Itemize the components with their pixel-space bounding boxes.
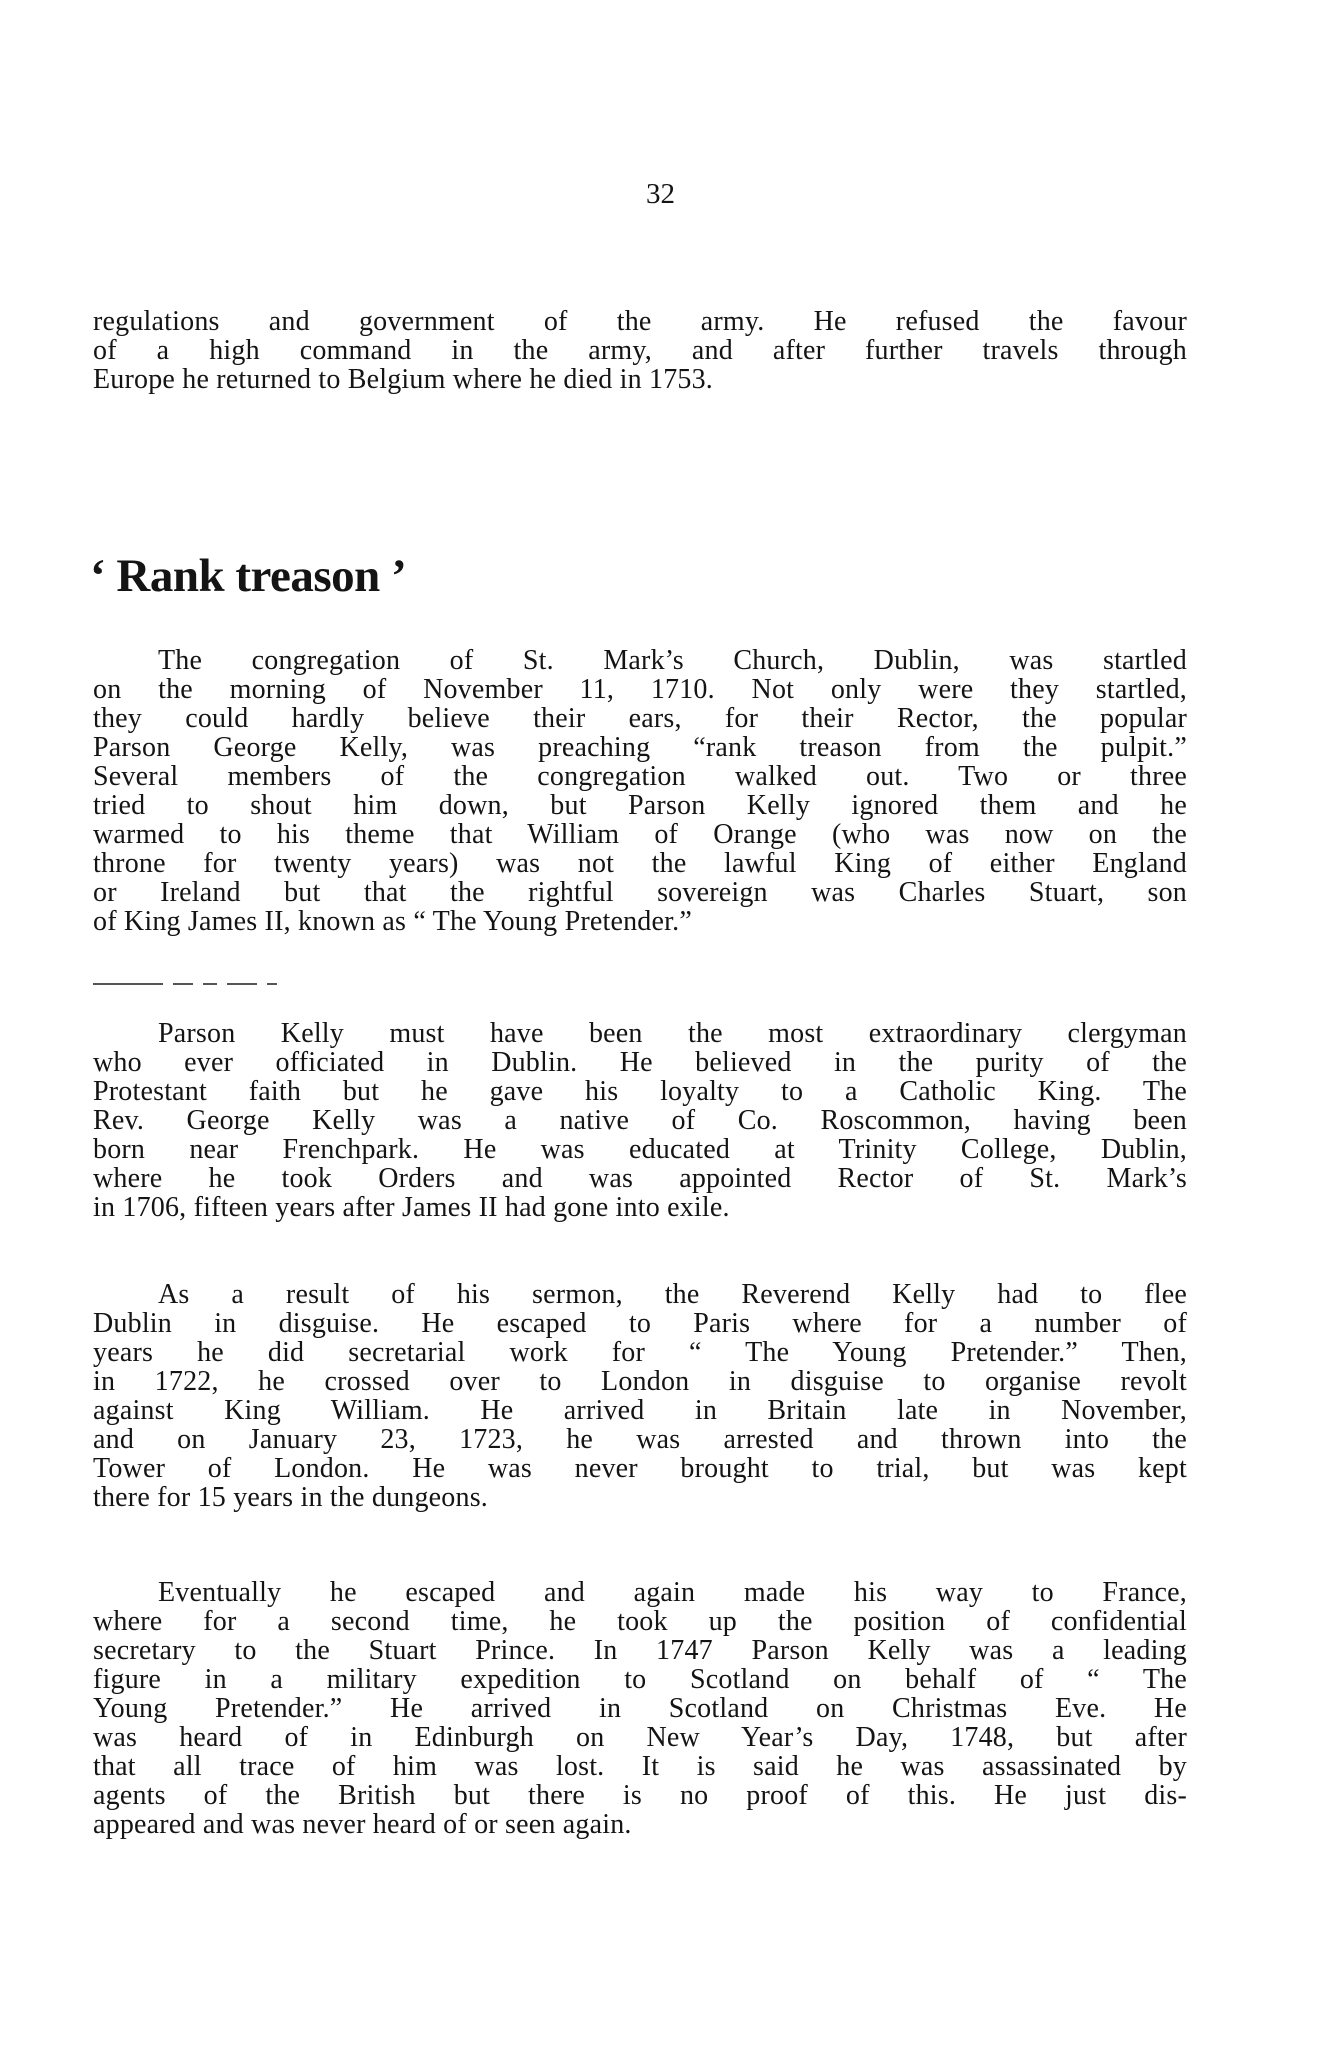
paragraph-continuation [93,307,1187,394]
text-line: was heard of in Edinburgh on New Year’s Day, 1748, but after [93,1722,1187,1753]
paragraph [93,1578,1187,1839]
text-line: agents of the British but there is no proof of this. He just dis- [93,1780,1187,1811]
text-line: on the morning of November 11, 1710. Not only were they startled, [93,674,1187,705]
text-line: Young Pretender.” He arrived in Scotland on Christmas Eve. He [93,1693,1187,1724]
text-line: that all trace of him was lost. It is said he was assassinated by [93,1751,1187,1782]
scan-artifact [93,982,313,986]
text-line: where he took Orders and was appointed Rector of St. Mark’s [93,1163,1187,1194]
text-line: Eventually he escaped and again made his way to France, [158,1577,1187,1608]
text-line: Several members of the congregation walked out. Two or three [93,761,1187,792]
text-line: years he did secretarial work for “ The Young Pretender.” Then, [93,1337,1187,1368]
text-line: Parson Kelly must have been the most extraordinary clergyman [158,1018,1187,1049]
section-heading: ‘ Rank treason ’ [90,550,407,602]
text-line: born near Frenchpark. He was educated at Trinity College, Dublin, [93,1134,1187,1165]
text-line: throne for twenty years) was not the lawful King of either England [93,848,1187,879]
text-line: Dublin in disguise. He escaped to Paris where for a number of [93,1308,1187,1339]
paragraph [93,1280,1187,1512]
text-line: they could hardly believe their ears, for their Rector, the popular [93,703,1187,734]
text-line: of a high command in the army, and after further travels through [93,335,1187,366]
text-line: Rev. George Kelly was a native of Co. Roscommon, having been [93,1105,1187,1136]
text-line: regulations and government of the army. He refused the favour [93,306,1187,337]
paragraph [93,646,1187,936]
page-number: 32 [646,178,675,210]
text-line: tried to shout him down, but Parson Kelly ignored them and he [93,790,1187,821]
text-line: appeared and was never heard of or seen again. [93,1809,632,1840]
text-line: in 1706, fifteen years after James II had gone into exile. [93,1192,730,1223]
text-line: Tower of London. He was never brought to trial, but was kept [93,1453,1187,1484]
text-line: of King James II, known as “ The Young Pretender.” [93,906,692,937]
text-line: there for 15 years in the dungeons. [93,1482,488,1513]
text-line: secretary to the Stuart Prince. In 1747 Parson Kelly was a leading [93,1635,1187,1666]
text-line: in 1722, he crossed over to London in disguise to organise revolt [93,1366,1187,1397]
text-line: and on January 23, 1723, he was arrested and thrown into the [93,1424,1187,1455]
text-line: who ever officiated in Dublin. He believed in the purity of the [93,1047,1187,1078]
paragraph [93,1019,1187,1222]
text-line: figure in a military expedition to Scotland on behalf of “ The [93,1664,1187,1695]
text-line: The congregation of St. Mark’s Church, Dublin, was startled [158,645,1187,676]
text-line: Europe he returned to Belgium where he died in 1753. [93,364,714,395]
text-line: or Ireland but that the rightful sovereign was Charles Stuart, son [93,877,1187,908]
text-line: against King William. He arrived in Britain late in November, [93,1395,1187,1426]
text-line: warmed to his theme that William of Orange (who was now on the [93,819,1187,850]
text-line: where for a second time, he took up the position of confidential [93,1606,1187,1637]
text-line: Parson George Kelly, was preaching “rank treason from the pulpit.” [93,732,1187,763]
text-line: As a result of his sermon, the Reverend Kelly had to flee [158,1279,1187,1310]
text-line: Protestant faith but he gave his loyalty to a Catholic King. The [93,1076,1187,1107]
